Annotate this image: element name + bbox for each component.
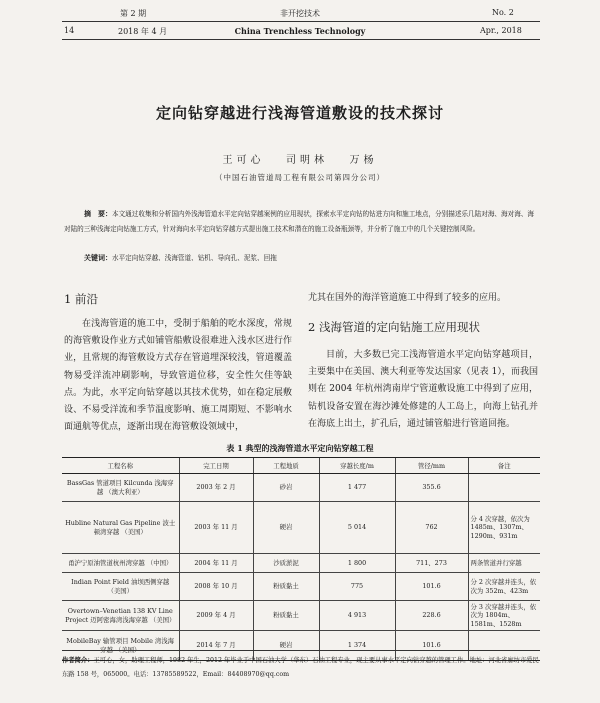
table-row bbox=[62, 573, 540, 601]
cell-project: Overtown–Venetian 138 KV Line Project 迈阿密海湾浅海穿越 （美国） bbox=[62, 601, 179, 631]
cell-length: 775 bbox=[319, 573, 395, 601]
table-caption: 表 1 典型的浅海管道水平定向钻穿越工程 bbox=[226, 443, 374, 453]
cell-remark: 分 4 次穿越，依次为 1485m、1307m、1290m、931m bbox=[468, 502, 540, 554]
header-rule-bottom bbox=[62, 39, 540, 40]
cell-geology: 硬岩 bbox=[253, 502, 319, 554]
header-length: 穿越长度/m bbox=[319, 458, 395, 474]
section-1-heading: 1 前沿 bbox=[64, 292, 98, 306]
cell-geology: 沙质淤泥 bbox=[253, 554, 319, 573]
cell-length: 1 477 bbox=[319, 474, 395, 502]
header-geology: 工程地质 bbox=[253, 458, 319, 474]
cell-diameter: 228.6 bbox=[395, 601, 468, 631]
cell-date: 2009 年 4 月 bbox=[179, 601, 253, 631]
footnote-label: 作者简介： bbox=[62, 657, 94, 664]
cell-geology: 硬岩 bbox=[253, 631, 319, 661]
cell-remark: 分 3 次穿越并连头，依次为 1804m、1581m、1528m bbox=[468, 601, 540, 631]
cell-length: 1 374 bbox=[319, 631, 395, 661]
keywords-text: 水平定向钻穿越、浅海管道、钻机、导向孔、泥浆、回拖 bbox=[112, 254, 277, 262]
footnote-text: 王可心，女，助理工程师，1982 年生，2012 年毕业于中国石油大学（华东）石油工程专业，现主要从事水平定向钻穿越的管理工作。地址：河北省廊坊市爱民东路 158 号，065000。电话：13785589522，Email：84408970@qq.com bbox=[62, 657, 539, 678]
table-header-row bbox=[62, 458, 540, 474]
table-row bbox=[62, 601, 540, 631]
author-3: 万杨 bbox=[349, 155, 378, 166]
cell-geology: 粉质黏土 bbox=[253, 573, 319, 601]
footnote-rule bbox=[62, 650, 540, 651]
keywords bbox=[64, 251, 534, 265]
author-1: 王可心 bbox=[222, 155, 265, 166]
cell-geology: 砂岩 bbox=[253, 474, 319, 502]
table-row bbox=[62, 554, 540, 573]
section-2-paragraph: 目前，大多数已完工浅海管道水平定向钻穿越项目，主要集中在美国、澳大利亚等发达国家（见表 1），而我国则在 2004 年杭州湾南岸宁管道敷设施工中得到了应用，钻机设备安置在海沙滩处修建的人工岛上，向海上钻孔并在海底上出土，扩孔后，通过铺管船进行管道回拖。 bbox=[308, 350, 538, 429]
header-remark: 备注 bbox=[468, 458, 540, 474]
table-row bbox=[62, 502, 540, 554]
cell-diameter: 762 bbox=[395, 502, 468, 554]
header-no: No. 2 bbox=[492, 8, 514, 17]
header-rule-top bbox=[62, 21, 540, 22]
cell-date: 2003 年 2 月 bbox=[179, 474, 253, 502]
header-issue: 第 2 期 bbox=[120, 9, 147, 18]
header-journal-cn: 非开挖技术 bbox=[280, 9, 320, 18]
section-1-paragraph: 在浅海管道的施工中，受制于船舶的吃水深度，常规的海管敷设作业方式如铺管船敷设很难进入浅水区进行作业，且常规的海管敷设方式存在管道埋深较浅，管道覆盖物易受洋流冲刷影响，导致管道位移，安全性欠佳等缺点。为此，水平定向钻穿越以其技术优势，如在稳定展敷设、不易受洋流和季节温度影响、施工周期短、不影响水面通航等优点，逐渐出现在海管敷设领域中， bbox=[64, 319, 292, 433]
cell-geology: 粉质黏土 bbox=[253, 601, 319, 631]
page-number: 14 bbox=[64, 26, 75, 35]
cell-date: 2004 年 11 月 bbox=[179, 554, 253, 573]
affiliation: （中国石油管道局工程有限公司第四分公司） bbox=[215, 173, 385, 182]
header-journal-en: China Trenchless Technology bbox=[234, 26, 366, 36]
abstract-label: 摘 要： bbox=[84, 209, 112, 218]
cell-project: Hubline Natural Gas Pipeline 波士顿湾穿越 （美国） bbox=[62, 502, 179, 554]
cell-project: 甬沪宁原油管道杭州湾穿越 （中国） bbox=[62, 554, 179, 573]
cell-project: Indian Point Field 油坝西侧穿越 （美国） bbox=[62, 573, 179, 601]
cell-date: 2003 年 11 月 bbox=[179, 502, 253, 554]
header-diameter: 管径/mm bbox=[395, 458, 468, 474]
cell-date: 2014 年 7 月 bbox=[179, 631, 253, 661]
section-2-heading: 2 浅海管道的定向钻施工应用现状 bbox=[308, 320, 480, 334]
author-2: 司明林 bbox=[286, 155, 328, 166]
header-project: 工程名称 bbox=[62, 458, 179, 474]
cell-project: MobileBay 输管项目 Mobile 湾浅海穿越 （美国） bbox=[62, 631, 179, 661]
author-footnote bbox=[62, 654, 540, 682]
header-date: 完工日期 bbox=[179, 458, 253, 474]
cell-remark: 分 2 次穿越并连头，依次为 352m、423m bbox=[468, 573, 540, 601]
header-date-cn: 2018 年 4 月 bbox=[118, 27, 168, 36]
keywords-label: 关键词： bbox=[84, 253, 112, 262]
cell-diameter: 101.6 bbox=[395, 631, 468, 661]
cell-remark: 两条管道并行穿越 bbox=[468, 554, 540, 573]
abstract bbox=[64, 206, 534, 237]
cell-date: 2008 年 10 月 bbox=[179, 573, 253, 601]
header-date-en: Apr., 2018 bbox=[480, 26, 522, 35]
cell-length: 5 014 bbox=[319, 502, 395, 554]
section-1-continuation: 尤其在国外的海洋管道施工中得到了较多的应用。 bbox=[308, 293, 507, 303]
paper-title: 定向钻穿越进行浅海管道敷设的技术探讨 bbox=[155, 104, 444, 122]
abstract-text: 本文通过收集和分析国内外浅海管道水平定向钻穿越案例的应用现状，探索水平定向钻的钻进方向和施工地点，分别描述乐几陆对海、海对海、海对陆的三种浅海定向钻施工方式，针对海向水平定向钻穿越方式提出施工技术和潜在的施工设备瓶颈等，并分析了施工中的几个关键控制风险。 bbox=[64, 210, 534, 233]
cell-remark bbox=[468, 474, 540, 502]
cell-length: 4 913 bbox=[319, 601, 395, 631]
data-table bbox=[62, 457, 540, 661]
author-list bbox=[0, 151, 600, 166]
cell-length: 1 800 bbox=[319, 554, 395, 573]
cell-diameter: 711、273 bbox=[395, 554, 468, 573]
cell-diameter: 355.6 bbox=[395, 474, 468, 502]
cell-diameter: 101.6 bbox=[395, 573, 468, 601]
cell-project: BassGas 管道项目 Kilcunda 浅海穿越 （澳大利亚） bbox=[62, 474, 179, 502]
table-row bbox=[62, 474, 540, 502]
